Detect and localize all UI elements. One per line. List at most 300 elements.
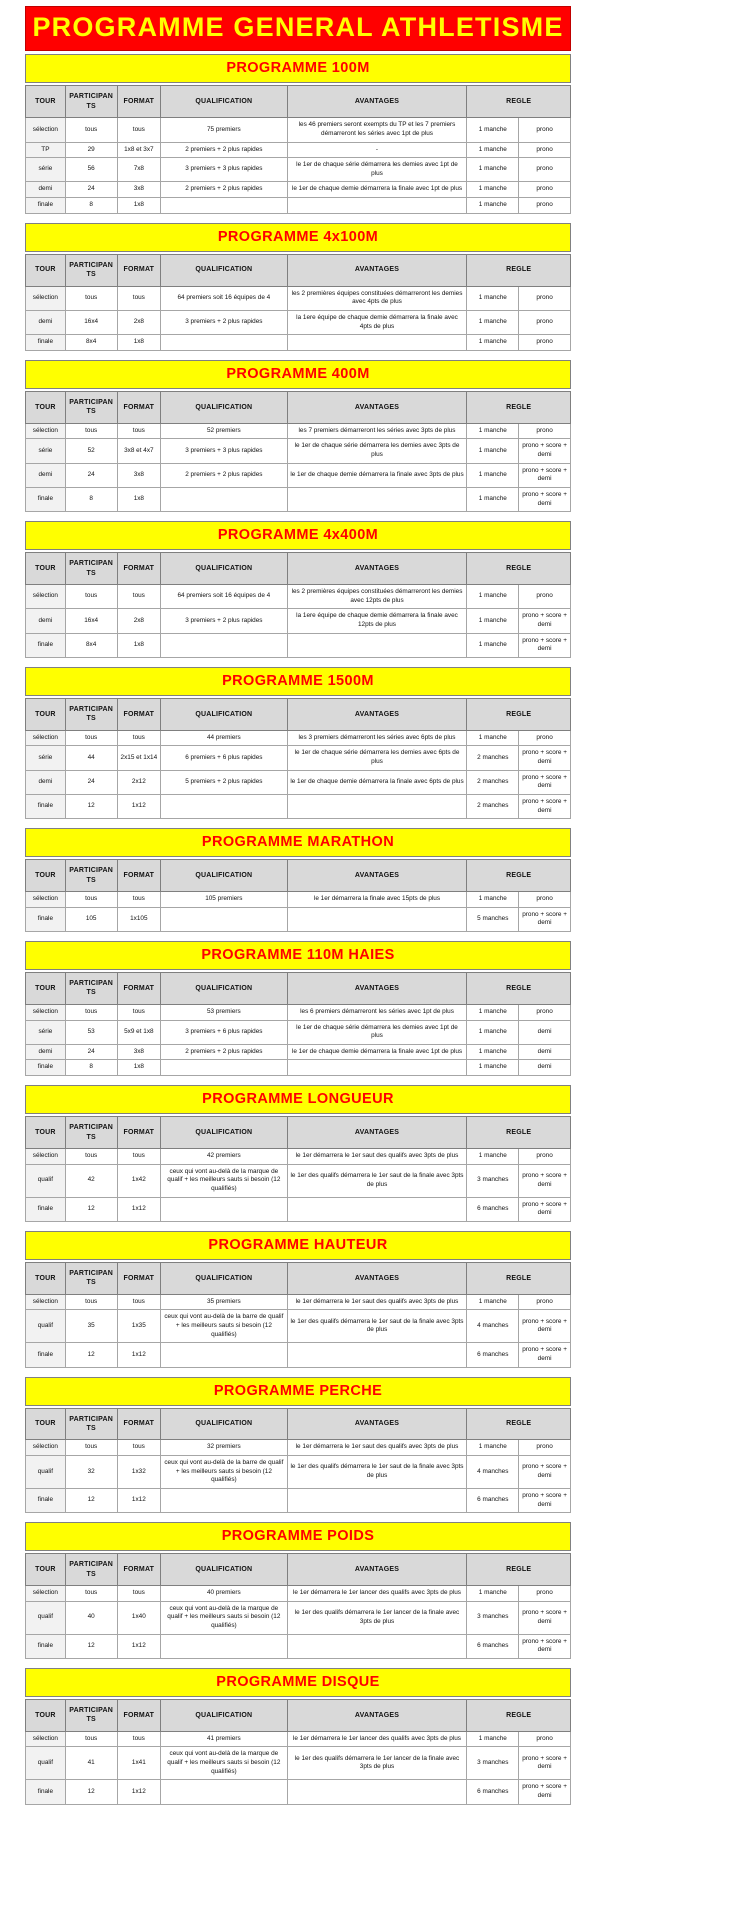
cell-participants: 32 <box>65 1456 117 1489</box>
cell-avantages <box>287 1780 467 1804</box>
cell-avantages: - <box>287 142 467 158</box>
cell-regle-manches: 1 manche <box>467 158 519 182</box>
cell-format: 1x41 <box>117 1747 161 1780</box>
cell-regle-mode: prono + score + demi <box>519 1310 571 1343</box>
cell-tour: série <box>26 1020 66 1044</box>
column-header-qualification: QUALIFICATION <box>161 1408 287 1440</box>
programme-block <box>25 1522 571 1659</box>
programme-title: PROGRAMME POIDS <box>25 1522 571 1551</box>
column-header-participants: PARTICIPANTS <box>65 1408 117 1440</box>
cell-format: tous <box>117 1440 161 1456</box>
cell-participants: tous <box>65 1731 117 1747</box>
cell-participants: 53 <box>65 1020 117 1044</box>
programme-table <box>25 391 571 512</box>
column-header-regle: REGLE <box>467 553 571 585</box>
table-header-row <box>26 254 571 286</box>
cell-format: 1x8 <box>117 335 161 351</box>
cell-format: 3x8 <box>117 1044 161 1060</box>
cell-regle-mode: prono <box>519 730 571 746</box>
cell-tour: finale <box>26 1343 66 1367</box>
column-header-participants: PARTICIPANTS <box>65 973 117 1005</box>
cell-participants: 8x4 <box>65 335 117 351</box>
programme-table <box>25 698 571 819</box>
cell-participants: tous <box>65 1586 117 1602</box>
cell-regle-mode: prono + score + demi <box>519 1456 571 1489</box>
cell-participants: 12 <box>65 1780 117 1804</box>
column-header-tour: TOUR <box>26 1117 66 1149</box>
cell-regle-manches: 1 manche <box>467 142 519 158</box>
cell-regle-mode: prono <box>519 423 571 439</box>
column-header-qualification: QUALIFICATION <box>161 391 287 423</box>
column-header-format: FORMAT <box>117 1117 161 1149</box>
cell-format: 2x8 <box>117 310 161 334</box>
cell-avantages: la 1ere équipe de chaque demie démarrera la finale avec 12pts de plus <box>287 609 467 633</box>
cell-tour: sélection <box>26 118 66 142</box>
programme-block <box>25 941 571 1076</box>
column-header-avantages: AVANTAGES <box>287 1408 467 1440</box>
cell-regle-manches: 6 manches <box>467 1488 519 1512</box>
column-header-format: FORMAT <box>117 1408 161 1440</box>
cell-participants: 8 <box>65 198 117 214</box>
cell-avantages <box>287 907 467 931</box>
table-header-row <box>26 698 571 730</box>
cell-tour: sélection <box>26 1586 66 1602</box>
cell-participants: tous <box>65 1004 117 1020</box>
cell-format: 1x105 <box>117 907 161 931</box>
table-row <box>26 335 571 351</box>
cell-participants: 12 <box>65 794 117 818</box>
cell-qualification: 40 premiers <box>161 1586 287 1602</box>
cell-avantages: le 1er des qualifs démarrera le 1er saut de la finale avec 3pts de plus <box>287 1310 467 1343</box>
programme-table <box>25 254 571 351</box>
cell-format: 1x8 <box>117 487 161 511</box>
cell-qualification <box>161 487 287 511</box>
table-row <box>26 1060 571 1076</box>
cell-tour: sélection <box>26 286 66 310</box>
cell-regle-manches: 1 manche <box>467 310 519 334</box>
programme-table <box>25 552 571 658</box>
programme-table <box>25 1699 571 1805</box>
cell-format: 3x8 et 4x7 <box>117 439 161 463</box>
cell-regle-mode: demi <box>519 1060 571 1076</box>
cell-avantages <box>287 633 467 657</box>
table-header-row <box>26 553 571 585</box>
cell-format: tous <box>117 286 161 310</box>
table-row <box>26 1731 571 1747</box>
cell-participants: 24 <box>65 182 117 198</box>
cell-regle-mode: prono <box>519 585 571 609</box>
programme-title: PROGRAMME LONGUEUR <box>25 1085 571 1114</box>
cell-regle-manches: 1 manche <box>467 585 519 609</box>
table-row <box>26 1004 571 1020</box>
cell-format: tous <box>117 1294 161 1310</box>
cell-format: 1x40 <box>117 1601 161 1634</box>
cell-qualification: 3 premiers + 6 plus rapides <box>161 1020 287 1044</box>
cell-format: tous <box>117 1148 161 1164</box>
cell-qualification: 52 premiers <box>161 423 287 439</box>
cell-qualification <box>161 1060 287 1076</box>
table-row <box>26 463 571 487</box>
cell-regle-manches: 1 manche <box>467 463 519 487</box>
cell-format: 1x42 <box>117 1164 161 1197</box>
cell-tour: série <box>26 439 66 463</box>
column-header-tour: TOUR <box>26 973 66 1005</box>
cell-tour: finale <box>26 1060 66 1076</box>
cell-participants: tous <box>65 1440 117 1456</box>
column-header-regle: REGLE <box>467 86 571 118</box>
cell-tour: demi <box>26 182 66 198</box>
cell-tour: demi <box>26 770 66 794</box>
programme-block <box>25 360 571 512</box>
cell-qualification: 64 premiers soit 16 équipes de 4 <box>161 286 287 310</box>
table-row <box>26 794 571 818</box>
column-header-format: FORMAT <box>117 1262 161 1294</box>
cell-avantages: les 2 premières équipes constituées démarreront les demies avec 4pts de plus <box>287 286 467 310</box>
table-row <box>26 310 571 334</box>
cell-regle-mode: prono + score + demi <box>519 463 571 487</box>
table-row <box>26 892 571 908</box>
cell-qualification <box>161 198 287 214</box>
column-header-regle: REGLE <box>467 1262 571 1294</box>
page-title: PROGRAMME GENERAL ATHLETISME <box>32 12 564 42</box>
table-row <box>26 182 571 198</box>
table-header-row <box>26 1408 571 1440</box>
column-header-tour: TOUR <box>26 86 66 118</box>
cell-avantages: les 2 premières équipes constituées démarreront les demies avec 12pts de plus <box>287 585 467 609</box>
column-header-format: FORMAT <box>117 860 161 892</box>
cell-qualification: ceux qui vont au-delà de la barre de qualif + les meilleurs sauts si besoin (12 qualifiés) <box>161 1310 287 1343</box>
column-header-qualification: QUALIFICATION <box>161 973 287 1005</box>
cell-avantages: le 1er de chaque série démarrera les demies avec 6pts de plus <box>287 746 467 770</box>
cell-tour: série <box>26 746 66 770</box>
cell-tour: sélection <box>26 1731 66 1747</box>
cell-tour: demi <box>26 463 66 487</box>
cell-regle-manches: 1 manche <box>467 335 519 351</box>
cell-regle-manches: 1 manche <box>467 487 519 511</box>
cell-avantages <box>287 1197 467 1221</box>
cell-tour: demi <box>26 1044 66 1060</box>
table-row <box>26 1601 571 1634</box>
cell-qualification: 3 premiers + 2 plus rapides <box>161 609 287 633</box>
cell-format: tous <box>117 585 161 609</box>
cell-format: 2x12 <box>117 770 161 794</box>
column-header-format: FORMAT <box>117 254 161 286</box>
cell-regle-mode: prono + score + demi <box>519 1747 571 1780</box>
cell-avantages: le 1er de chaque série démarrera les demies avec 3pts de plus <box>287 439 467 463</box>
column-header-avantages: AVANTAGES <box>287 1262 467 1294</box>
column-header-participants: PARTICIPANTS <box>65 391 117 423</box>
cell-regle-manches: 6 manches <box>467 1780 519 1804</box>
column-header-participants: PARTICIPANTS <box>65 254 117 286</box>
cell-regle-manches: 2 manches <box>467 794 519 818</box>
cell-avantages <box>287 335 467 351</box>
cell-qualification: 3 premiers + 2 plus rapides <box>161 310 287 334</box>
table-header-row <box>26 973 571 1005</box>
cell-format: 7x8 <box>117 158 161 182</box>
cell-qualification: ceux qui vont au-delà de la barre de qualif + les meilleurs sauts si besoin (12 qualifiés) <box>161 1456 287 1489</box>
cell-regle-mode: prono <box>519 892 571 908</box>
table-row <box>26 423 571 439</box>
column-header-format: FORMAT <box>117 698 161 730</box>
cell-avantages: le 1er de chaque demie démarrera la finale avec 1pt de plus <box>287 1044 467 1060</box>
cell-regle-manches: 1 manche <box>467 423 519 439</box>
column-header-regle: REGLE <box>467 1699 571 1731</box>
cell-format: tous <box>117 892 161 908</box>
column-header-qualification: QUALIFICATION <box>161 553 287 585</box>
column-header-regle: REGLE <box>467 860 571 892</box>
programme-title: PROGRAMME 4x100M <box>25 223 571 252</box>
cell-regle-mode: prono <box>519 1294 571 1310</box>
column-header-avantages: AVANTAGES <box>287 1554 467 1586</box>
cell-participants: tous <box>65 1148 117 1164</box>
table-row <box>26 746 571 770</box>
cell-tour: sélection <box>26 1004 66 1020</box>
table-row <box>26 439 571 463</box>
cell-format: 2x8 <box>117 609 161 633</box>
cell-format: 1x12 <box>117 1488 161 1512</box>
programme-block <box>25 828 571 932</box>
table-header-row <box>26 391 571 423</box>
cell-avantages: le 1er démarrera le 1er saut des qualifs avec 3pts de plus <box>287 1294 467 1310</box>
column-header-qualification: QUALIFICATION <box>161 254 287 286</box>
cell-participants: 24 <box>65 463 117 487</box>
cell-qualification <box>161 1343 287 1367</box>
cell-format: 1x8 <box>117 198 161 214</box>
cell-qualification: 5 premiers + 2 plus rapides <box>161 770 287 794</box>
cell-avantages: le 1er de chaque série démarrera les demies avec 1pt de plus <box>287 1020 467 1044</box>
cell-avantages: les 7 premiers démarreront les séries avec 3pts de plus <box>287 423 467 439</box>
table-row <box>26 770 571 794</box>
cell-tour: sélection <box>26 1440 66 1456</box>
cell-participants: 12 <box>65 1197 117 1221</box>
cell-participants: 8 <box>65 487 117 511</box>
cell-regle-mode: prono + score + demi <box>519 439 571 463</box>
table-row <box>26 1488 571 1512</box>
cell-avantages: le 1er démarrera le 1er lancer des qualifs avec 3pts de plus <box>287 1586 467 1602</box>
cell-format: tous <box>117 730 161 746</box>
column-header-regle: REGLE <box>467 254 571 286</box>
cell-participants: 44 <box>65 746 117 770</box>
cell-participants: tous <box>65 286 117 310</box>
cell-participants: 16x4 <box>65 310 117 334</box>
column-header-regle: REGLE <box>467 1408 571 1440</box>
cell-qualification: ceux qui vont au-delà de la marque de qualif + les meilleurs sauts si besoin (12 qualifiés) <box>161 1601 287 1634</box>
column-header-regle: REGLE <box>467 1117 571 1149</box>
cell-qualification <box>161 1488 287 1512</box>
cell-avantages <box>287 794 467 818</box>
cell-qualification <box>161 1634 287 1658</box>
table-row <box>26 158 571 182</box>
cell-tour: finale <box>26 198 66 214</box>
cell-tour: sélection <box>26 892 66 908</box>
cell-qualification <box>161 794 287 818</box>
column-header-avantages: AVANTAGES <box>287 86 467 118</box>
cell-qualification <box>161 335 287 351</box>
cell-regle-manches: 4 manches <box>467 1310 519 1343</box>
main-banner <box>25 6 571 51</box>
cell-tour: qualif <box>26 1456 66 1489</box>
table-row <box>26 1294 571 1310</box>
cell-participants: 12 <box>65 1488 117 1512</box>
table-row <box>26 609 571 633</box>
cell-regle-manches: 1 manche <box>467 633 519 657</box>
cell-regle-mode: prono + score + demi <box>519 1601 571 1634</box>
cell-tour: finale <box>26 335 66 351</box>
cell-regle-mode: prono + score + demi <box>519 1343 571 1367</box>
cell-tour: finale <box>26 1634 66 1658</box>
cell-format: 3x8 <box>117 182 161 198</box>
cell-tour: finale <box>26 487 66 511</box>
cell-avantages: le 1er démarrera le 1er saut des qualifs avec 3pts de plus <box>287 1148 467 1164</box>
cell-qualification: 35 premiers <box>161 1294 287 1310</box>
cell-qualification <box>161 1780 287 1804</box>
table-row <box>26 1020 571 1044</box>
cell-regle-manches: 3 manches <box>467 1164 519 1197</box>
cell-avantages: le 1er des qualifs démarrera le 1er lancer de la finale avec 3pts de plus <box>287 1601 467 1634</box>
programme-block <box>25 667 571 819</box>
table-row <box>26 1747 571 1780</box>
cell-regle-mode: prono <box>519 142 571 158</box>
cell-participants: 52 <box>65 439 117 463</box>
cell-tour: sélection <box>26 730 66 746</box>
programme-block <box>25 1231 571 1368</box>
cell-regle-manches: 1 manche <box>467 198 519 214</box>
cell-qualification <box>161 907 287 931</box>
cell-tour: qualif <box>26 1164 66 1197</box>
cell-regle-manches: 5 manches <box>467 907 519 931</box>
column-header-qualification: QUALIFICATION <box>161 1554 287 1586</box>
cell-regle-manches: 1 manche <box>467 892 519 908</box>
column-header-regle: REGLE <box>467 698 571 730</box>
cell-regle-mode: prono + score + demi <box>519 609 571 633</box>
cell-regle-mode: prono + score + demi <box>519 770 571 794</box>
cell-participants: 40 <box>65 1601 117 1634</box>
table-row <box>26 1343 571 1367</box>
programme-title: PROGRAMME 4x400M <box>25 521 571 550</box>
cell-qualification: 41 premiers <box>161 1731 287 1747</box>
cell-regle-manches: 1 manche <box>467 1294 519 1310</box>
cell-qualification: 6 premiers + 6 plus rapides <box>161 746 287 770</box>
programme-table <box>25 1408 571 1514</box>
cell-regle-mode: prono <box>519 335 571 351</box>
column-header-avantages: AVANTAGES <box>287 860 467 892</box>
cell-format: 1x12 <box>117 794 161 818</box>
cell-regle-mode: prono <box>519 118 571 142</box>
cell-tour: finale <box>26 633 66 657</box>
cell-avantages: les 6 premiers démarreront les séries avec 1pt de plus <box>287 1004 467 1020</box>
programme-table <box>25 972 571 1076</box>
cell-format: tous <box>117 1731 161 1747</box>
cell-qualification: 2 premiers + 2 plus rapides <box>161 182 287 198</box>
cell-avantages <box>287 1060 467 1076</box>
cell-regle-mode: prono <box>519 182 571 198</box>
sheet <box>25 6 571 1805</box>
cell-regle-mode: prono <box>519 286 571 310</box>
cell-regle-manches: 3 manches <box>467 1601 519 1634</box>
table-row <box>26 1197 571 1221</box>
cell-regle-manches: 1 manche <box>467 1731 519 1747</box>
cell-avantages: le 1er démarrera le 1er saut des qualifs avec 3pts de plus <box>287 1440 467 1456</box>
cell-regle-mode: prono <box>519 310 571 334</box>
cell-regle-manches: 6 manches <box>467 1634 519 1658</box>
cell-participants: 105 <box>65 907 117 931</box>
cell-format: tous <box>117 1586 161 1602</box>
table-row <box>26 198 571 214</box>
programme-title: PROGRAMME 1500M <box>25 667 571 696</box>
programme-title: PROGRAMME HAUTEUR <box>25 1231 571 1260</box>
cell-avantages: les 3 premiers démarreront les séries avec 6pts de plus <box>287 730 467 746</box>
table-row <box>26 907 571 931</box>
table-header-row <box>26 86 571 118</box>
cell-format: tous <box>117 1004 161 1020</box>
table-row <box>26 1440 571 1456</box>
column-header-qualification: QUALIFICATION <box>161 1699 287 1731</box>
programme-table <box>25 859 571 932</box>
column-header-regle: REGLE <box>467 973 571 1005</box>
column-header-format: FORMAT <box>117 1554 161 1586</box>
column-header-participants: PARTICIPANTS <box>65 1554 117 1586</box>
column-header-participants: PARTICIPANTS <box>65 553 117 585</box>
cell-regle-manches: 1 manche <box>467 182 519 198</box>
cell-regle-mode: prono <box>519 198 571 214</box>
cell-qualification: ceux qui vont au-delà de la marque de qualif + les meilleurs sauts si besoin (12 qualifiés) <box>161 1747 287 1780</box>
cell-participants: 16x4 <box>65 609 117 633</box>
programme-table <box>25 1116 571 1222</box>
programme-table <box>25 1262 571 1368</box>
column-header-format: FORMAT <box>117 391 161 423</box>
column-header-regle: REGLE <box>467 1554 571 1586</box>
column-header-qualification: QUALIFICATION <box>161 1117 287 1149</box>
cell-avantages <box>287 1634 467 1658</box>
table-row <box>26 118 571 142</box>
cell-regle-mode: prono <box>519 1731 571 1747</box>
cell-regle-manches: 3 manches <box>467 1747 519 1780</box>
table-header-row <box>26 1262 571 1294</box>
column-header-tour: TOUR <box>26 1699 66 1731</box>
cell-avantages: le 1er de chaque demie démarrera la finale avec 3pts de plus <box>287 463 467 487</box>
column-header-participants: PARTICIPANTS <box>65 1117 117 1149</box>
cell-regle-manches: 1 manche <box>467 1020 519 1044</box>
programme-title: PROGRAMME DISQUE <box>25 1668 571 1697</box>
cell-tour: finale <box>26 794 66 818</box>
table-row <box>26 633 571 657</box>
programme-title: PROGRAMME 400M <box>25 360 571 389</box>
cell-avantages <box>287 198 467 214</box>
cell-avantages <box>287 1343 467 1367</box>
cell-regle-manches: 1 manche <box>467 439 519 463</box>
cell-qualification: 53 premiers <box>161 1004 287 1020</box>
cell-participants: 29 <box>65 142 117 158</box>
cell-participants: 41 <box>65 1747 117 1780</box>
cell-qualification: 2 premiers + 2 plus rapides <box>161 1044 287 1060</box>
column-header-tour: TOUR <box>26 391 66 423</box>
cell-avantages <box>287 487 467 511</box>
column-header-tour: TOUR <box>26 254 66 286</box>
cell-regle-manches: 1 manche <box>467 1586 519 1602</box>
column-header-qualification: QUALIFICATION <box>161 1262 287 1294</box>
cell-format: 1x8 et 3x7 <box>117 142 161 158</box>
table-header-row <box>26 1117 571 1149</box>
column-header-qualification: QUALIFICATION <box>161 698 287 730</box>
cell-regle-mode: prono <box>519 1586 571 1602</box>
cell-tour: finale <box>26 1780 66 1804</box>
column-header-avantages: AVANTAGES <box>287 1699 467 1731</box>
cell-regle-manches: 1 manche <box>467 609 519 633</box>
programme-block <box>25 54 571 213</box>
cell-avantages: le 1er démarrera le 1er lancer des qualifs avec 3pts de plus <box>287 1731 467 1747</box>
column-header-tour: TOUR <box>26 698 66 730</box>
cell-regle-manches: 1 manche <box>467 286 519 310</box>
